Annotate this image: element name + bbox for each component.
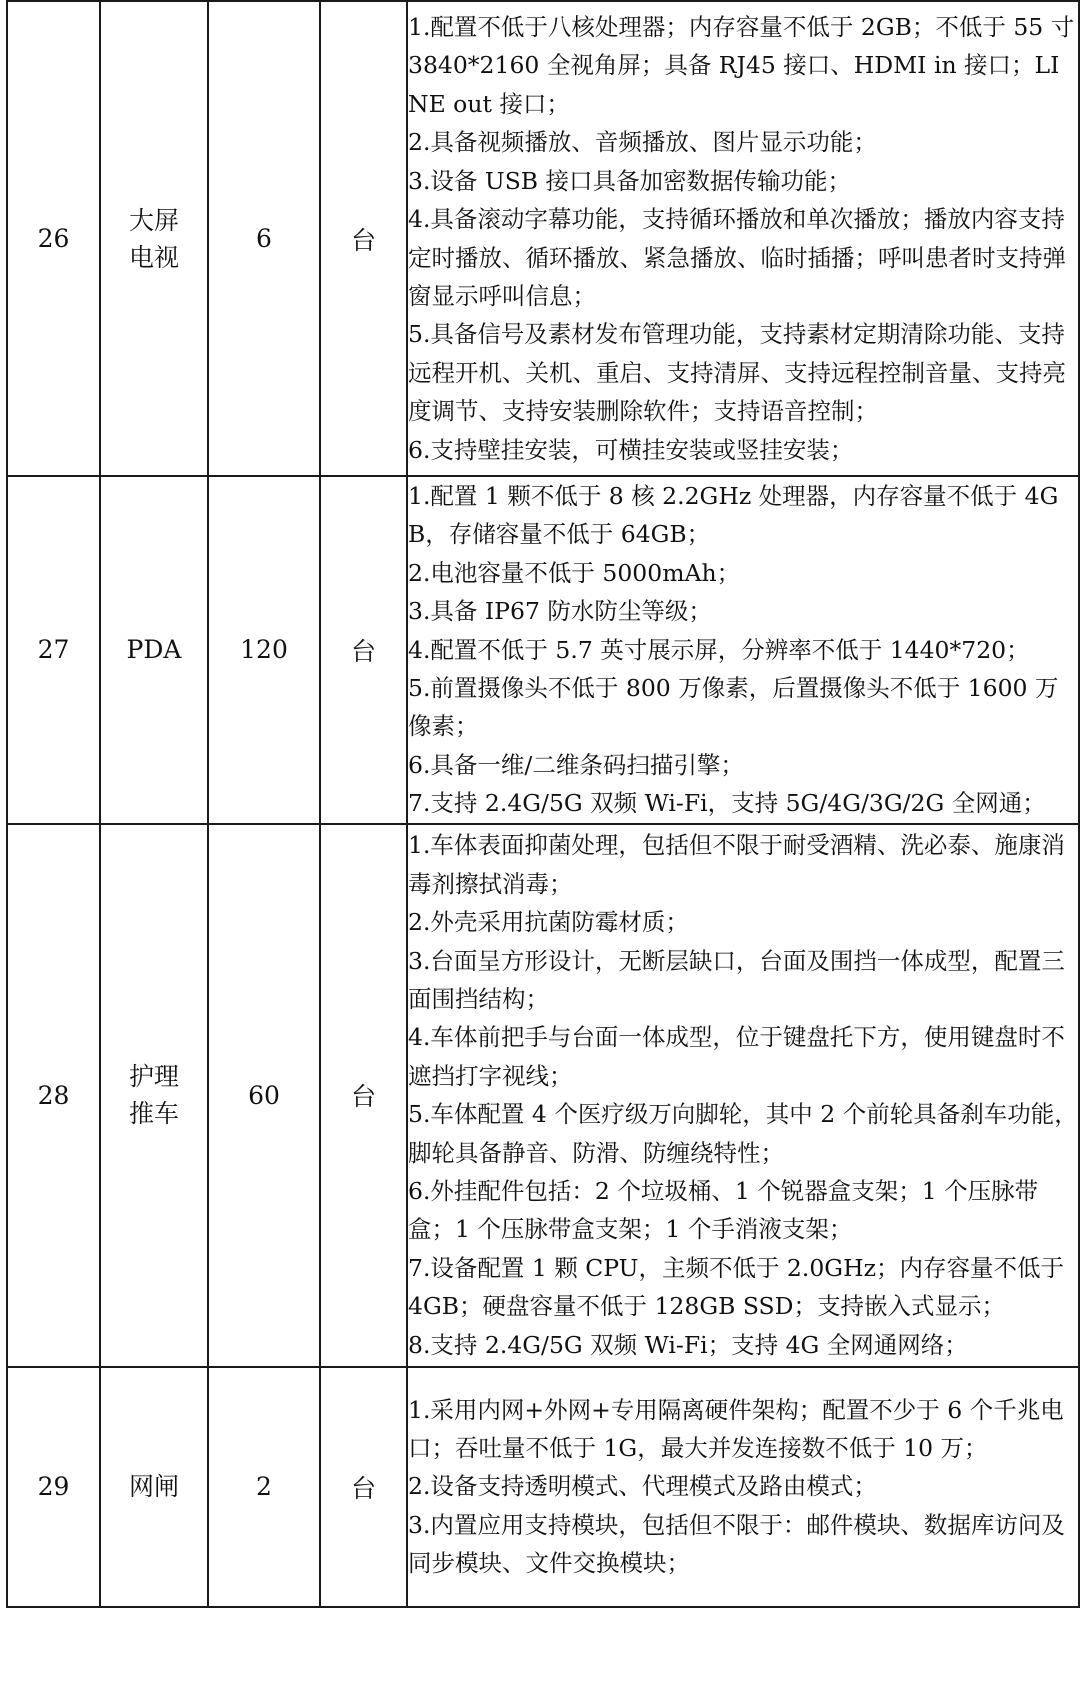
spec-line: 8.支持 2.4G/5G 双频 Wi-Fi；支持 4G 全网通网络；	[408, 1330, 968, 1359]
spec-line: 5.具备信号及素材发布管理功能，支持素材定期清除功能、支持远程开机、关机、重启、支持清屏、支持远程控制音量、支持亮度调节、支持安装删除软件；支持语音控制；	[408, 320, 1066, 426]
spec-line: 4.具备滚动字幕功能，支持循环播放和单次播放；播放内容支持定时播放、循环播放、紧急播放、临时插播；呼叫患者时支持弹窗显示呼叫信息；	[408, 205, 1066, 310]
item-name-cell	[100, 1367, 208, 1607]
item-name-cell	[100, 824, 208, 1367]
item-unit-cell: 台	[320, 1, 407, 476]
table-row	[7, 824, 1079, 1367]
item-spec-cell	[407, 824, 1079, 1367]
item-name: 护理推车	[128, 1062, 179, 1129]
item-quantity-cell: 60	[208, 824, 320, 1367]
item-name-cell	[100, 476, 208, 824]
spec-line: 6.支持壁挂安装，可横挂安装或竖挂安装；	[408, 435, 854, 464]
table-row	[7, 1367, 1079, 1607]
table-row	[7, 1, 1079, 476]
item-name: PDA	[126, 635, 182, 665]
spec-line: 1.配置 1 颗不低于 8 核 2.2GHz 处理器，内存容量不低于 4GB，存储容量不低于 64GB；	[408, 482, 1059, 549]
item-spec-cell	[407, 1, 1079, 476]
table-body	[7, 1, 1079, 1607]
item-number-cell: 29	[7, 1367, 100, 1607]
spec-line: 3.设备 USB 接口具备加密数据传输功能；	[408, 166, 852, 195]
item-quantity-cell: 120	[208, 476, 320, 824]
spec-line: 1.车体表面抑菌处理，包括但不限于耐受酒精、洗必泰、施康消毒剂擦拭消毒；	[408, 831, 1065, 898]
spec-line: 2.设备支持透明模式、代理模式及路由模式；	[408, 1472, 877, 1501]
spec-line: 6.具备一维/二维条码扫描引擎；	[408, 750, 744, 779]
equipment-spec-table	[6, 0, 1080, 1608]
spec-line: 6.外挂配件包括：2 个垃圾桶、1 个锐器盒支架；1 个压脉带盒；1 个压脉带盒支架；1 个手消液支架；	[408, 1176, 1039, 1244]
item-quantity-cell: 2	[208, 1367, 320, 1607]
spec-line: 5.车体配置 4 个医疗级万向脚轮，其中 2 个前轮具备刹车功能，脚轮具备静音、防滑、防缠绕特性；	[408, 1100, 1078, 1167]
item-name: 网闸	[128, 1472, 179, 1502]
spec-line: 7.支持 2.4G/5G 双频 Wi-Fi，支持 5G/4G/3G/2G 全网通；	[408, 789, 1046, 818]
spec-line: 5.前置摄像头不低于 800 万像素，后置摄像头不低于 1600 万像素；	[408, 674, 1059, 741]
item-unit-cell: 台	[320, 824, 407, 1367]
item-unit-cell: 台	[320, 476, 407, 824]
item-unit-cell: 台	[320, 1367, 407, 1607]
spec-line: 3.台面呈方形设计，无断层缺口，台面及围挡一体成型，配置三面围挡结构；	[408, 946, 1065, 1013]
spec-line: 3.具备 IP67 防水防尘等级；	[408, 597, 712, 626]
item-spec-cell	[407, 476, 1079, 824]
spec-line: 2.外壳采用抗菌防霉材质；	[408, 908, 689, 937]
item-number-cell: 28	[7, 824, 100, 1367]
spec-line: 4.车体前把手与台面一体成型，位于键盘托下方，使用键盘时不遮挡打字视线；	[408, 1023, 1065, 1090]
spec-document	[6, 0, 1080, 1608]
spec-line: 4.配置不低于 5.7 英寸展示屏，分辨率不低于 1440*720；	[408, 635, 1030, 664]
spec-line: 1.采用内网+外网+专用隔离硬件架构；配置不少于 6 个千兆电口；吞吐量不低于 1G，最大并发连接数不低于 10 万；	[408, 1395, 1064, 1463]
item-name-cell	[100, 1, 208, 476]
spec-line: 2.具备视频播放、音频播放、图片显示功能；	[408, 128, 877, 157]
spec-line: 1.配置不低于八核处理器；内存容量不低于 2GB；不低于 55 寸 3840*2160 全视角屏；具备 RJ45 接口、HDMI in 接口；LINE out 接口；	[408, 13, 1075, 118]
item-quantity-cell: 6	[208, 1, 320, 476]
item-number-cell: 27	[7, 476, 100, 824]
spec-line: 7.设备配置 1 颗 CPU，主频不低于 2.0GHz；内存容量不低于 4GB；硬盘容量不低于 128GB SSD；支持嵌入式显示；	[408, 1253, 1064, 1321]
spec-line: 3.内置应用支持模块，包括但不限于：邮件模块、数据库访问及同步模块、文件交换模块；	[408, 1510, 1065, 1578]
item-spec-cell	[407, 1367, 1079, 1607]
item-name: 大屏电视	[128, 205, 179, 272]
spec-line: 2.电池容量不低于 5000mAh；	[408, 558, 741, 587]
table-row	[7, 476, 1079, 824]
item-number-cell: 26	[7, 1, 100, 476]
